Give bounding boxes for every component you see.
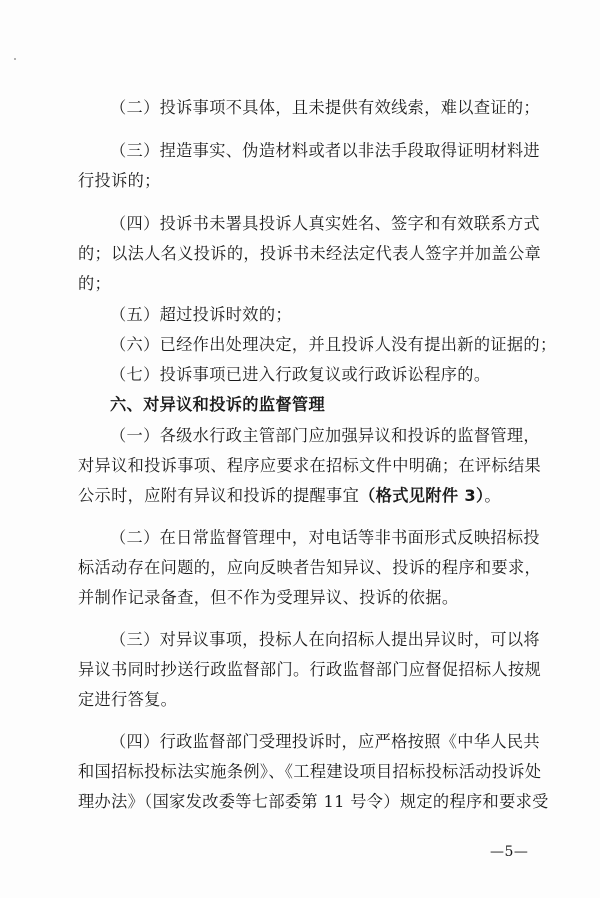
attachment-reference: （格式见附件 3） <box>359 486 485 505</box>
text-line: （四）投诉书未署具投诉人真实姓名、签字和有效联系方式 <box>110 214 540 233</box>
text-run: 。 <box>484 486 501 505</box>
page-number: —5— <box>490 844 529 860</box>
text-line: 和国招标投标法实施条例》、《工程建设项目招标投标活动投诉处 <box>78 762 542 781</box>
text-line: （二）投诉事项不具体，且未提供有效线索，难以查证的； <box>110 98 540 117</box>
text-line <box>78 484 501 508</box>
text-line: （四）行政监督部门受理投诉时，应严格按照《中华人民共 <box>110 732 540 751</box>
text-line: （二）在日常监督管理中，对电话等非书面形式反映招标投 <box>110 528 540 547</box>
text-line: 行投诉的； <box>78 171 161 190</box>
text-line: 异议书同时抄送行政监督部门。行政监督部门应督促招标人按规 <box>78 660 542 679</box>
text-line: （七）投诉事项已进入行政复议或行政诉讼程序的。 <box>110 365 491 384</box>
scan-speck <box>14 58 16 60</box>
text-line: 并制作记录备查，但不作为受理异议、投诉的依据。 <box>78 588 459 607</box>
text-line: （六）已经作出处理决定，并且投诉人没有提出新的证据的； <box>110 335 557 354</box>
text-line: 对异议和投诉事项、程序应要求在招标文件中明确；在评标结果 <box>78 456 542 475</box>
text-line: 的；以法人名义投诉的，投诉书未经法定代表人签字并加盖公章 <box>78 244 542 263</box>
text-line: （五）超过投诉时效的； <box>110 305 292 324</box>
text-line: 的； <box>78 274 112 293</box>
section-heading: 六、对异议和投诉的监督管理 <box>110 395 325 414</box>
text-line: （三）捏造事实、伪造材料或者以非法手段取得证明材料进 <box>110 141 540 160</box>
text-run: 公示时，应附有异议和投诉的提醒事宜 <box>78 486 360 505</box>
text-line: 理办法》（国家发改委等七部委第 11 号令）规定的程序和要求受 <box>78 792 549 811</box>
text-line: 标活动存在问题的，应向反映者告知异议、投诉的程序和要求， <box>78 558 542 577</box>
text-line: 定进行答复。 <box>78 690 178 709</box>
text-line: （三）对异议事项，投标人在向招标人提出异议时，可以将 <box>110 630 540 649</box>
text-line: （一）各级水行政主管部门应加强异议和投诉的监督管理， <box>110 426 540 445</box>
